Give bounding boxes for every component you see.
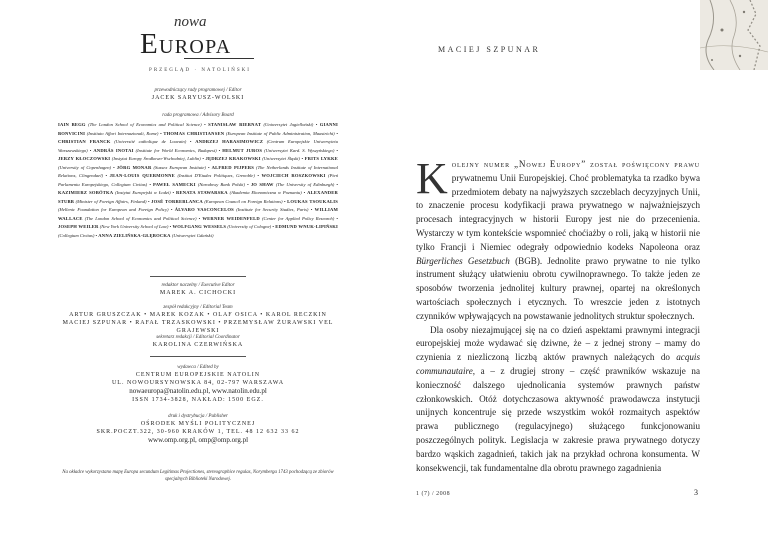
board-member-name: RENATA STAWARSKA [175, 190, 228, 195]
board-member-name: JEAN-LOUIS QUERMONNE [109, 173, 175, 178]
editor-label: przewodniczący rady programowej / Editor [154, 88, 242, 93]
board-member-affiliation: (Instituto Affari Internazionali, Rome) [86, 130, 159, 136]
paragraph-1 [416, 154, 700, 324]
board-member-name: EDMUND WNUK-LIPIŃSKI [275, 224, 339, 229]
board-member-name: STANISŁAW BIERNAT [208, 122, 262, 127]
paragraph-2 [416, 324, 700, 476]
board-member-affiliation: (Sussex European Institute) [153, 164, 206, 170]
map-fragment-image [700, 0, 768, 70]
board-member-affiliation: (European Council on Foreign Relations) [204, 198, 283, 204]
board-member-affiliation: (Institute for World Economics, Budapest) [135, 147, 217, 153]
exec-editor-name: MAREK A. CICHOCKI [159, 290, 237, 296]
publisher-label: wydawca / Edited by [177, 365, 219, 370]
board-member-name: ALFRED PIJPERS [211, 164, 254, 170]
board-member-affiliation: (University of Cologne) [227, 224, 272, 229]
exec-editor-block [58, 282, 338, 297]
drop-cap: K [416, 154, 448, 203]
printer-name: OŚRODEK MYŚLI POLITYCZNEJ [140, 421, 256, 427]
board-member-affiliation: (Instytut Europejski w Łodzi) [115, 190, 171, 195]
board-member-name: THOMAS CHRISTIANSEN [163, 130, 225, 136]
divider [150, 276, 246, 277]
board-member-name: ANDRZEJ HARASIMOWICZ [195, 139, 264, 144]
board-member-affiliation: (Collegium Civitas) [58, 232, 95, 238]
logo-europa: Europa [140, 28, 232, 60]
board-member-affiliation: (The London School of Economics and Political Science) [88, 122, 202, 127]
board-member-name: PAWEŁ SAMECKI [153, 181, 196, 187]
board-member-affiliation: (New York University School of Law) [99, 224, 169, 229]
bgb-title: Bürgerliches Gesetzbuch [416, 255, 510, 266]
page-number: 3 [694, 488, 698, 497]
board-member-name: JOSÉ TORREBLANCA [151, 198, 203, 204]
editor-block [58, 87, 338, 102]
board-member-affiliation: (European Institute of Public Administration, Maastricht) [225, 130, 335, 136]
board-member-name: HELMUT JUROS [222, 147, 263, 153]
printer-block [58, 413, 338, 445]
board-member-name: ALEXANDER STUBB [58, 190, 339, 204]
board-member-name: FRITS LYKKE [304, 156, 339, 161]
exec-editor-label: redaktor naczelny / Executive Editor [161, 283, 235, 288]
board-member-name: KAZIMIERZ SOBÓTKA [58, 190, 114, 195]
editor-name: JACEK SARYUSZ-WOLSKI [151, 95, 245, 101]
board-member-name: WILLIAM WALLACE [58, 207, 339, 221]
board-member-affiliation: (Akademia Ekonomiczna w Poznaniu) [229, 190, 302, 195]
board-member-name: ÁLVARO VASCONCELOS [174, 207, 234, 212]
board-member-name: JERZY KŁOCZOWSKI [58, 156, 111, 161]
article-body [416, 154, 700, 475]
board-member-affiliation: (The Netherlands Institute of International Relations, Clingendael) [58, 164, 338, 178]
board-member-name: JĘDRZEJ KRAKOWSKI [205, 156, 261, 161]
printer-contact: www.omp.org.pl, omp@omp.org.pl [147, 436, 249, 444]
board-heading [58, 112, 338, 119]
paragraph-1-text: prywatnemu Unii Europejskiej. Choć problematyka ta rzadko bywa przedmiotem debaty na najwyższych szczeblach decyzyjnych Unii, to znaczenie procesu kodyfikacji prawa prywatnego w najważniejszych procesach integracyjnych w historii Europy jest nie do przecenienia. Wystarczy w tym kontekście wspomnieć choćiażby o roli, jaką w historii nie tylko Francji i Niemiec odegrały odpowiednio kodeks Napoleona oraz [416, 172, 700, 252]
publisher-name: CENTRUM EUROPEJSKIE NATOLIN [135, 372, 261, 378]
board-member-name: ANNA ZIELIŃSKA-GŁĘBOCKA [98, 232, 171, 238]
board-member-name: JO SHAW [250, 181, 274, 187]
board-member-name: WOJCIECH ROSZKOWSKI [261, 173, 326, 178]
board-member-affiliation: (Institut D'Etudes Politiques, Grenoble) [177, 173, 255, 178]
board-member-affiliation: (The London School of Economics and Political Science) [84, 215, 197, 221]
board-label: rada programowa / Advisory Board [162, 113, 234, 118]
board-member-name: LOUKAS TSOUKALIS [287, 198, 338, 204]
publisher-address: UL. NOWOURSYNOWSKA 84, 02-797 WARSZAWA [111, 380, 285, 386]
paragraph-1-end: (BGB). Jednolite prawo prywatne to nie tylko instrument służący ułatwieniu obrotu cywilnoprawnego. To także jeden ze sposobów tworzenia jednolitej kultury prawnej, opartej na określonych wartościach społecznych i etycznych. To wreszcie jeden z istotnych czynników wpływających na powstawanie jednolitych struktur społecznych. [416, 255, 700, 321]
right-page [384, 0, 768, 541]
logo-tagline: PRZEGLĄD · NATOLIŃSKI [149, 68, 251, 73]
board-member-affiliation: (Pień Parlamentu Europejskiego, Collegium Civitas) [58, 173, 338, 187]
logo-nowa: nowa [174, 14, 207, 30]
board-member-name: GIANNI BONVICINI [58, 122, 339, 136]
team-line-1: ARTUR GRUSZCZAK • MAREK KOZAK • OLAF OSICA • KAROL RECZKIN [69, 312, 327, 318]
board-member-affiliation: (Hellenic Foundation for European and Foreign Policy) [58, 207, 169, 212]
board-member-name: WOLFGANG WESSELS [172, 224, 227, 229]
printer-address: SKR.POCZT.322, 30-960 KRAKÓW 1, TEL. 48 12 632 33 62 [96, 429, 300, 435]
board-member-affiliation: (Center for Applied Policy Research) [262, 215, 335, 221]
board-member-affiliation: (Instytut Europy Środkowo-Wschodniej, Lublin) [111, 156, 201, 161]
board-member-name: ANDRÁS INOTAI [93, 147, 134, 153]
publisher-contact: nowaeuropa@natolin.edu.pl, www.natolin.edu.pl [129, 387, 267, 395]
coordinator-name: KAROLINA CZERWIŃSKA [152, 342, 244, 348]
board-member-name: JOSEPH WEILER [58, 224, 99, 229]
board-member-affiliation: (Université catholique de Louvain) [114, 139, 187, 144]
board-member-name: WERNER WEIDENFELD [202, 215, 260, 221]
cover-note: Na okładce wykorzystano mapę Europa secundum Legitimas Projectiones, stereographice regulas, Norymberga 1743 pochodzącą ze zbiorów specjalnych Biblioteki Narodowej. [62, 470, 334, 482]
paragraph-2-text: Dla osoby niezajmującej się na co dzień aspektami prawnymi integracji europejskiej może wydawać się dziwne, że – z jednej strony – mamy do czynienia z niezliczoną liczbą aktów prawnych należących do [416, 324, 700, 363]
board-member-affiliation: (Institute for Security Studies, Paris) [236, 207, 309, 212]
board-member-name: CHRISTIAN FRANCK [58, 139, 111, 144]
board-member-affiliation: (Uniwersytet Jagielloński) [263, 122, 314, 127]
divider [150, 356, 246, 357]
board-member-affiliation: (Uniwersytet Śląski) [262, 156, 300, 161]
board-member-affiliation: (Narodowy Bank Polski) [197, 181, 245, 187]
coordinator-label: sekretarz redakcji / Editorial Coordinator [156, 335, 240, 340]
team-label: zespół redakcyjny / Editorial Team [163, 305, 233, 310]
paragraph-2-end: , a – z drugiej strony – część prawników wskazuje na konieczność dalszego ujednolicania systemów prawnych państw członkowskich. Otóż dotychczasowa aktywność prawodawcza instytucji unijnych koncentruje się przede wszystkim wokół rozmaitych aspektów prawa publicznego (regulacyjnego) służącego funkcjonowaniu poszczególnych polityk. Legislacja w zakresie prawa prywatnego dotyczy bardzo wąskich zagadnień, takich jak na przykład ochrona konsumenta. W konsekwencji, tak fundamentalne dla obrotu prawnego zagadnienia [416, 365, 700, 473]
issue-number: 1 (7) / 2008 [416, 491, 451, 497]
board-member-affiliation: (Minister of Foreign Affairs, Finland) [75, 198, 147, 204]
publisher-issn: ISSN 1734-3828, NAKŁAD: 1500 EGZ. [132, 397, 264, 403]
advisory-board-list: IAIN BEGG (The London School of Economics and Political Science) • STANISŁAW BIERNAT (Uniwersytet Jagielloński) • GIANNI BONVICINI (Instituto Affari Internazionali, Rome) • THOMAS CHRISTIANSEN (European Institute of Public Administration, Maastricht) • CHRISTIAN FRANCK (Université catholique de Louvain) • ANDRZEJ HARASIMOWICZ (Centrum Europejskie Uniwersytetu Warszawskiego) • ANDRÁS INOTAI (Institute for World Economics, Budapest) • HELMUT JUROS (Uniwersytet Kard. S. Wyszyńskiego) • JERZY KŁOCZOWSKI (Instytut Europy Środkowo-Wschodniej, Lublin) • JĘDRZEJ KRAKOWSKI (Uniwersytet Śląski) • FRITS LYKKE (University of Copenhagen) • JÖRG MONAR (Sussex European Institute) • ALFRED PIJPERS (The Netherlands Institute of International Relations, Clingendael) • JEAN-LOUIS QUERMONNE (Institut D'Etudes Politiques, Grenoble) • WOJCIECH ROSZKOWSKI (Pień Parlamentu Europejskiego, Collegium Civitas) • PAWEŁ SAMECKI (Narodowy Bank Polski) • JO SHAW (The University of Edinburgh) • KAZIMIERZ SOBÓTKA (Instytut Europejski w Łodzi) • RENATA STAWARSKA (Akademia Ekonomiczna w Poznaniu) • ALEXANDER STUBB (Minister of Foreign Affairs, Finland) • JOSÉ TORREBLANCA (European Council on Foreign Relations) • LOUKAS TSOUKALIS (Hellenic Foundation for European and Foreign Policy) • ÁLVARO VASCONCELOS (Institute for Security Studies, Paris) • WILLIAM WALLACE (The London School of Economics and Political Science) • WERNER WEIDENFELD (Center for Applied Policy Research) • JOSEPH WEILER (New York University School of Law) • WOLFGANG WESSELS (University of Cologne) • EDMUND WNUK-LIPIŃSKI (Collegium Civitas) • ANNA ZIELIŃSKA-GŁĘBOCKA (Uniwersytet Gdański) [58, 122, 339, 238]
team-block [58, 304, 338, 335]
board-member-affiliation: (Uniwersytet Kard. S. Wyszyńskiego) [264, 147, 335, 153]
board-member-name: IAIN BEGG [58, 122, 86, 127]
board-member-affiliation: (University of Copenhagen) [58, 164, 112, 170]
printer-label: druk i dystrybucja / Publisher [168, 414, 228, 419]
lead-in: olejny numer „Nowej Europy” został poświęcony prawu [451, 159, 700, 169]
board-member-name: JÖRG MONAR [116, 164, 152, 170]
acquis-term: acquis communautaire [416, 352, 700, 376]
coordinator-block [58, 334, 338, 349]
board-member-affiliation: (Uniwersytet Gdański) [171, 232, 214, 238]
board-member-affiliation: (Centrum Europejskie Uniwersytetu Warszawskiego) [58, 139, 338, 153]
publisher-block [58, 364, 338, 404]
board-member-affiliation: (The University of Edinburgh) [275, 181, 335, 187]
team-line-2: MACIEJ SZPUNAR • RAFAŁ TRZASKOWSKI • PRZEMYSŁAW ŻURAWSKI VEL GRAJEWSKI [62, 320, 334, 334]
article-author: MACIEJ SZPUNAR [438, 45, 541, 54]
